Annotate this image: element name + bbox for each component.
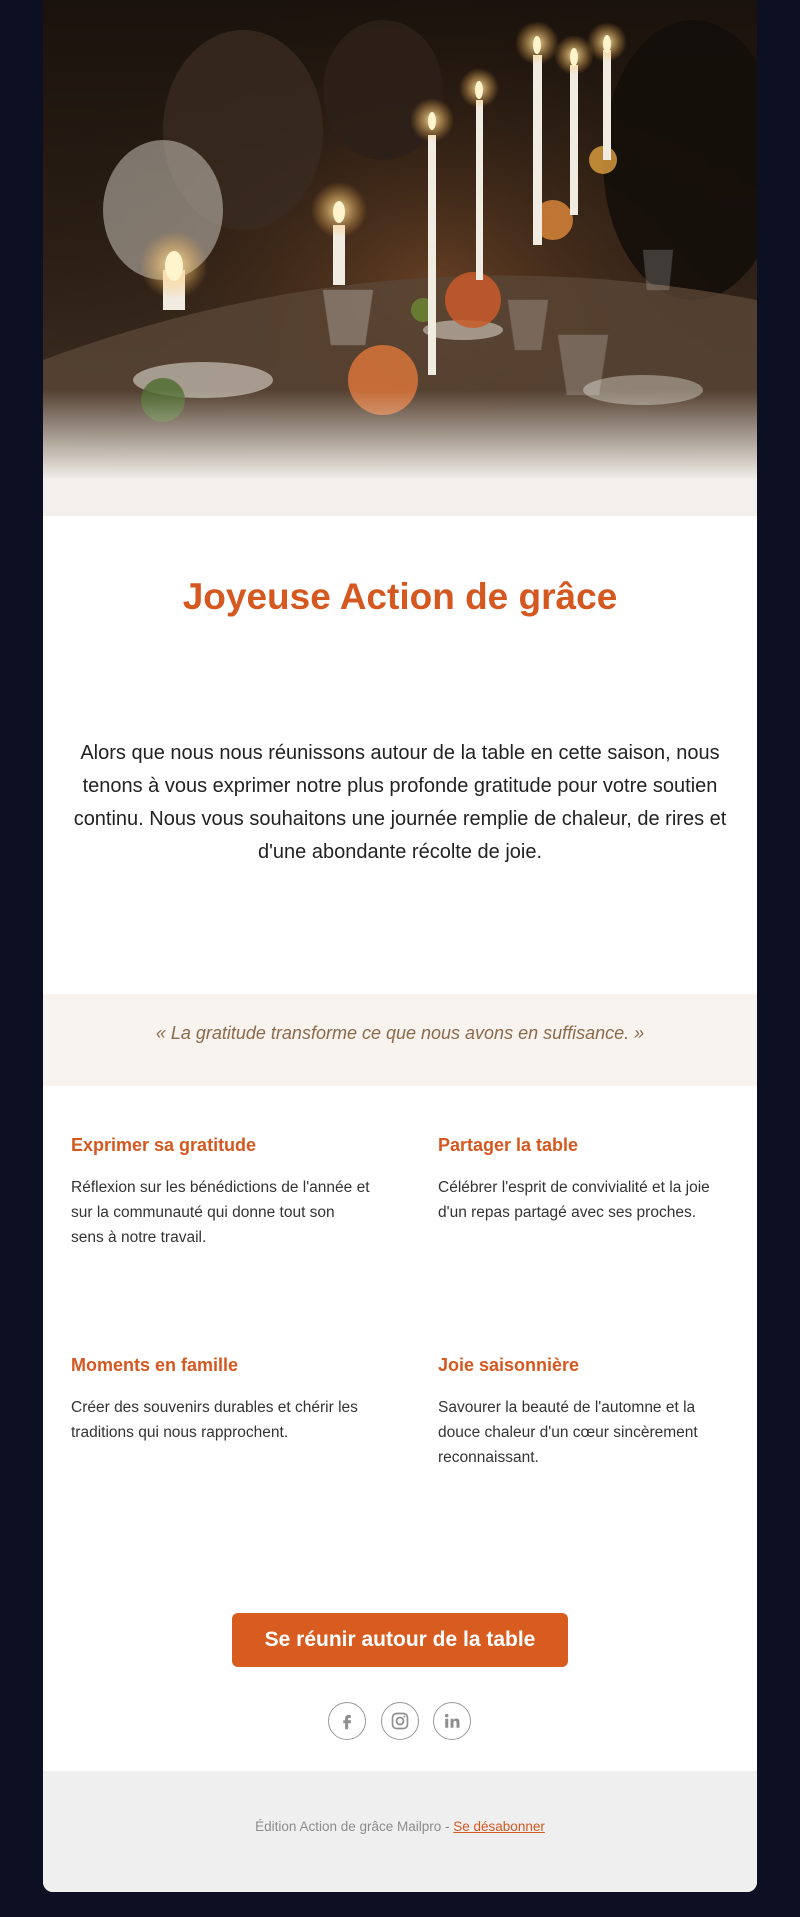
feature-title: Joie saisonnière — [438, 1355, 580, 1375]
hero-image — [43, 0, 757, 516]
facebook-icon — [338, 1712, 356, 1730]
feature-title: Partager la table — [438, 1135, 579, 1155]
instagram-icon — [390, 1711, 410, 1731]
feature-text: Créer des souvenirs durables et chérir les traditions qui nous rapprochent. — [71, 1399, 358, 1441]
instagram-link[interactable] — [381, 1702, 419, 1740]
feature-text: Savourer la beauté de l'automne et la douce chaleur d'un cœur sincèrement reconnaissant. — [438, 1399, 698, 1466]
feature-express-gratitude — [71, 1135, 371, 1250]
email-title: Joyeuse Action de grâce — [182, 576, 618, 617]
linkedin-link[interactable] — [433, 1702, 471, 1740]
feature-title: Exprimer sa gratitude — [71, 1135, 257, 1155]
footer-text — [43, 1819, 757, 1834]
unsubscribe-link[interactable]: Se désabonner — [453, 1819, 545, 1834]
feature-text: Réflexion sur les bénédictions de l'année et sur la communauté qui donne tout son sens à notre travail. — [71, 1179, 370, 1246]
feature-title: Moments en famille — [71, 1355, 239, 1375]
intro-paragraph: Alors que nous nous réunissons autour de la table en cette saison, nous tenons à vous exprimer notre plus profonde gratitude pour votre soutien continu. Nous vous souhaitons une journée remplie de chaleur, de rires et d'une abondante récolte de joie. — [73, 742, 727, 863]
gather-cta-button[interactable]: Se réunir autour de la table — [232, 1613, 568, 1667]
linkedin-icon — [443, 1712, 461, 1730]
gratitude-quote: « La gratitude transforme ce que nous avons en suffisance. » — [155, 1023, 645, 1043]
feature-seasonal-joy — [438, 1355, 738, 1470]
feature-share-table — [438, 1135, 738, 1225]
feature-family-moments — [71, 1355, 371, 1445]
email-container — [43, 0, 757, 1892]
footer-edition: Édition Action de grâce Mailpro - — [255, 1819, 454, 1834]
dinner-table-photo — [43, 0, 757, 516]
feature-text: Célébrer l'esprit de convivialité et la joie d'un repas partagé avec ses proches. — [438, 1179, 710, 1221]
facebook-link[interactable] — [328, 1702, 366, 1740]
